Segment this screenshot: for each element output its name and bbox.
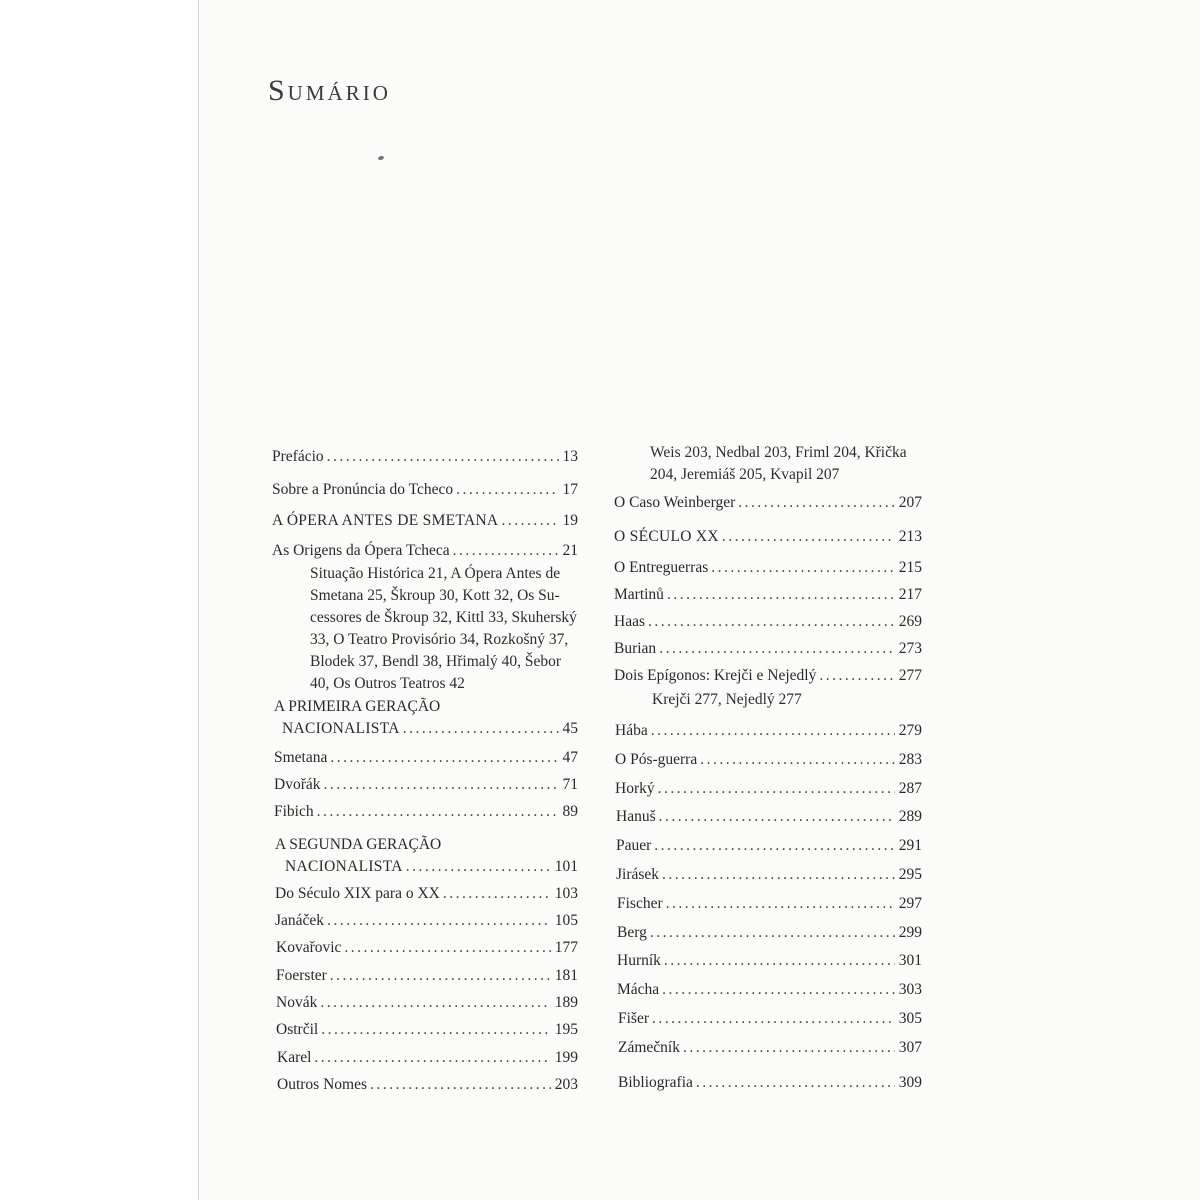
toc-entry-label: A SEGUNDA GERAÇÃO [275,836,442,853]
toc-entry-page: 189 [554,994,578,1011]
toc-entry-label: Karel [277,1049,312,1066]
toc-subentries-origens [310,563,577,695]
toc-entry-page: 181 [554,967,578,984]
toc-entry-label: Dois Epígonos: Krejči e Nejedlý [614,667,817,684]
toc-entry-ostrcil [276,1019,578,1041]
toc-entry-label: Prefácio [272,448,324,465]
toc-entry-page: 203 [554,1076,578,1093]
dot-leader [662,979,895,1001]
dot-leader [327,446,559,468]
dot-leader [659,638,895,660]
dot-leader [330,965,551,987]
dot-leader [501,510,558,532]
toc-subentries-epigonos [652,689,802,711]
toc-entry-page: 71 [562,776,578,793]
dot-leader [696,1072,895,1094]
toc-entry-pos-guerra [615,749,922,771]
toc-entry-berg [617,922,922,944]
dot-leader [651,720,895,742]
toc-entry-page: 21 [562,542,578,559]
toc-entry-page: 309 [898,1074,922,1091]
toc-entry-kovarovic [276,937,578,959]
toc-entry-karel [277,1047,578,1069]
subentry-line: 40, Os Outros Teatros 42 [310,675,465,692]
toc-entry-page: 207 [898,494,922,511]
dot-leader [453,540,559,562]
dot-leader [370,1074,551,1096]
toc-entry-hanus [616,806,922,828]
toc-entry-label: Mácha [617,981,660,998]
toc-entry-label: Berg [617,924,647,941]
toc-subentries-outros-nomes [650,442,907,486]
toc-entry-label: Smetana [274,749,328,766]
subentry-line: cessores de Škroup 32, Kittl 33, Skuherský [310,609,577,626]
subentry-line: Blodek 37, Bendl 38, Hřimalý 40, Šebor [310,653,561,670]
toc-entry-page: 291 [898,837,922,854]
toc-entry-label: Zámečník [618,1039,680,1056]
toc-entry-label: Dvořák [274,776,321,793]
toc-entry-page: 269 [898,613,922,630]
toc-entry-page: 19 [562,512,578,529]
toc-entry-page: 305 [898,1010,922,1027]
toc-entry-label: Do Século XIX para o XX [275,885,440,902]
toc-entry-label: Horký [615,780,655,797]
dot-leader [666,893,895,915]
toc-entry-page: 17 [562,481,578,498]
toc-entry-macha [617,979,922,1001]
toc-entry-page: 287 [898,780,922,797]
toc-entry-label: Hurník [617,952,661,969]
dot-leader [738,492,894,514]
dot-leader [658,778,895,800]
dot-leader [443,883,551,905]
dot-leader [683,1037,895,1059]
toc-entry-entreguerras [614,557,922,579]
toc-entry-label: Fišer [618,1010,649,1027]
toc-entry-page: 307 [898,1039,922,1056]
toc-section-seculo-xx [614,526,922,548]
toc-entry-label: Hanuš [616,808,656,825]
dot-leader [406,856,551,878]
toc-entry-page: 105 [554,912,578,929]
toc-entry-dois-epigonos [614,665,922,687]
toc-entry-page: 299 [898,924,922,941]
subentry-line: Situação Histórica 21, A Ópera Antes de [310,565,561,582]
dot-leader [659,806,895,828]
toc-entry-label: O Pós-guerra [615,751,698,768]
toc-section-segunda-geracao [275,834,578,878]
dot-leader [314,1047,550,1069]
toc-entry-burian [614,638,922,660]
toc-entry-dvorak [274,774,578,796]
dot-leader [403,718,559,740]
toc-entry-label: A ÓPERA ANTES DE SMETANA [272,512,499,529]
toc-entry-bibliografia [618,1072,922,1094]
dot-leader [664,950,895,972]
toc-entry-label: O SÉCULO XX [614,528,719,545]
dot-leader [700,749,895,771]
toc-entry-hurnik [617,950,922,972]
toc-entry-page: 103 [554,885,578,902]
toc-entry-label-cont: NACIONALISTA [282,720,400,737]
toc-entry-label: Ostrčil [276,1021,319,1038]
subentry-line: Krejči 277, Nejedlý 277 [652,691,802,708]
toc-entry-page: 301 [898,952,922,969]
toc-entry-page: 47 [562,749,578,766]
toc-entry-seculo-xix [275,883,578,905]
dot-leader [711,557,895,579]
toc-entry-haas [614,611,922,633]
dot-leader [320,992,550,1014]
toc-entry-martinu [614,584,922,606]
toc-entry-label: Bibliografia [618,1074,693,1091]
toc-entry-label: Hába [615,722,648,739]
toc-entry-label: Haas [614,613,645,630]
dot-leader [330,747,558,769]
toc-entry-horky [615,778,922,800]
dot-leader [344,937,550,959]
toc-entry-outros-nomes [277,1074,578,1096]
dot-leader [654,835,894,857]
toc-entry-page: 303 [898,981,922,998]
dot-leader [648,611,895,633]
toc-entry-page: 45 [562,720,578,737]
toc-entry-page: 177 [554,939,578,956]
toc-entry-foerster [276,965,578,987]
toc-entry-label: A PRIMEIRA GERAÇÃO [274,698,441,715]
toc-entry-label: Fibich [274,803,314,820]
dot-leader [667,584,895,606]
toc-entry-jirasek [616,864,922,886]
subentry-line: Weis 203, Nedbal 203, Friml 204, Křička [650,444,907,461]
toc-entry-label: Sobre a Pronúncia do Tcheco [272,481,454,498]
dot-leader [456,479,558,501]
toc-entry-label: Kovařovic [276,939,342,956]
toc-entry-page: 297 [898,895,922,912]
toc-entry-label: Martinů [614,586,664,603]
toc-entry-smetana [274,747,578,769]
toc-entry-label: Foerster [276,967,327,984]
toc-entry-zamecnik [618,1037,922,1059]
toc-entry-page: 279 [898,722,922,739]
toc-entry-page: 283 [898,751,922,768]
toc-entry-page: 13 [562,448,578,465]
subentry-line: Smetana 25, Škroup 30, Kott 32, Os Su- [310,587,560,604]
dot-leader [321,1019,551,1041]
toc-entry-label: Novák [276,994,318,1011]
page-title: Sumário [268,74,391,107]
toc-entry-page: 277 [898,667,922,684]
toc-section-opera-antes [272,510,578,532]
toc-entry-label: Fischer [617,895,663,912]
dot-leader [722,526,895,548]
subentry-line: 204, Jeremiáš 205, Kvapil 207 [650,466,840,483]
toc-entry-janacek [275,910,578,932]
toc-entry-page: 295 [898,866,922,883]
toc-entry-page: 215 [898,559,922,576]
toc-entry-label-cont: NACIONALISTA [285,858,403,875]
dot-leader [317,801,559,823]
toc-entry-pronuncia [272,479,578,501]
subentry-line: 33, O Teatro Provisório 34, Rozkošný 37, [310,631,569,648]
toc-entry-page: 213 [898,528,922,545]
dot-leader [652,1008,895,1030]
toc-entry-label: Pauer [616,837,652,854]
toc-entry-label: Janáček [275,912,325,929]
toc-entry-haba [615,720,922,742]
toc-entry-page: 195 [554,1021,578,1038]
toc-entry-fiser [618,1008,922,1030]
toc-entry-fibich [274,801,578,823]
dot-leader [819,665,894,687]
toc-entry-page: 89 [562,803,578,820]
toc-entry-label: Burian [614,640,657,657]
toc-entry-page: 199 [554,1049,578,1066]
toc-entry-page: 101 [554,858,578,875]
toc-entry-label: As Origens da Ópera Tcheca [272,542,450,559]
dot-leader [662,864,895,886]
toc-entry-fischer [617,893,922,915]
toc-entry-label: O Caso Weinberger [614,494,736,511]
toc-entry-novak [276,992,578,1014]
toc-entry-label: Jirásek [616,866,660,883]
toc-entry-page: 289 [898,808,922,825]
toc-entry-caso-weinberger [614,492,922,514]
toc-entry-label: O Entreguerras [614,559,709,576]
dot-leader [324,774,559,796]
dot-leader [650,922,895,944]
toc-entry-page: 217 [898,586,922,603]
dot-leader [327,910,551,932]
toc-section-primeira-geracao [272,696,578,740]
toc-entry-pauer [616,835,922,857]
toc-entry-prefacio [272,446,578,468]
toc-entry-page: 273 [898,640,922,657]
toc-entry-origens [272,540,578,562]
toc-entry-label: Outros Nomes [277,1076,367,1093]
